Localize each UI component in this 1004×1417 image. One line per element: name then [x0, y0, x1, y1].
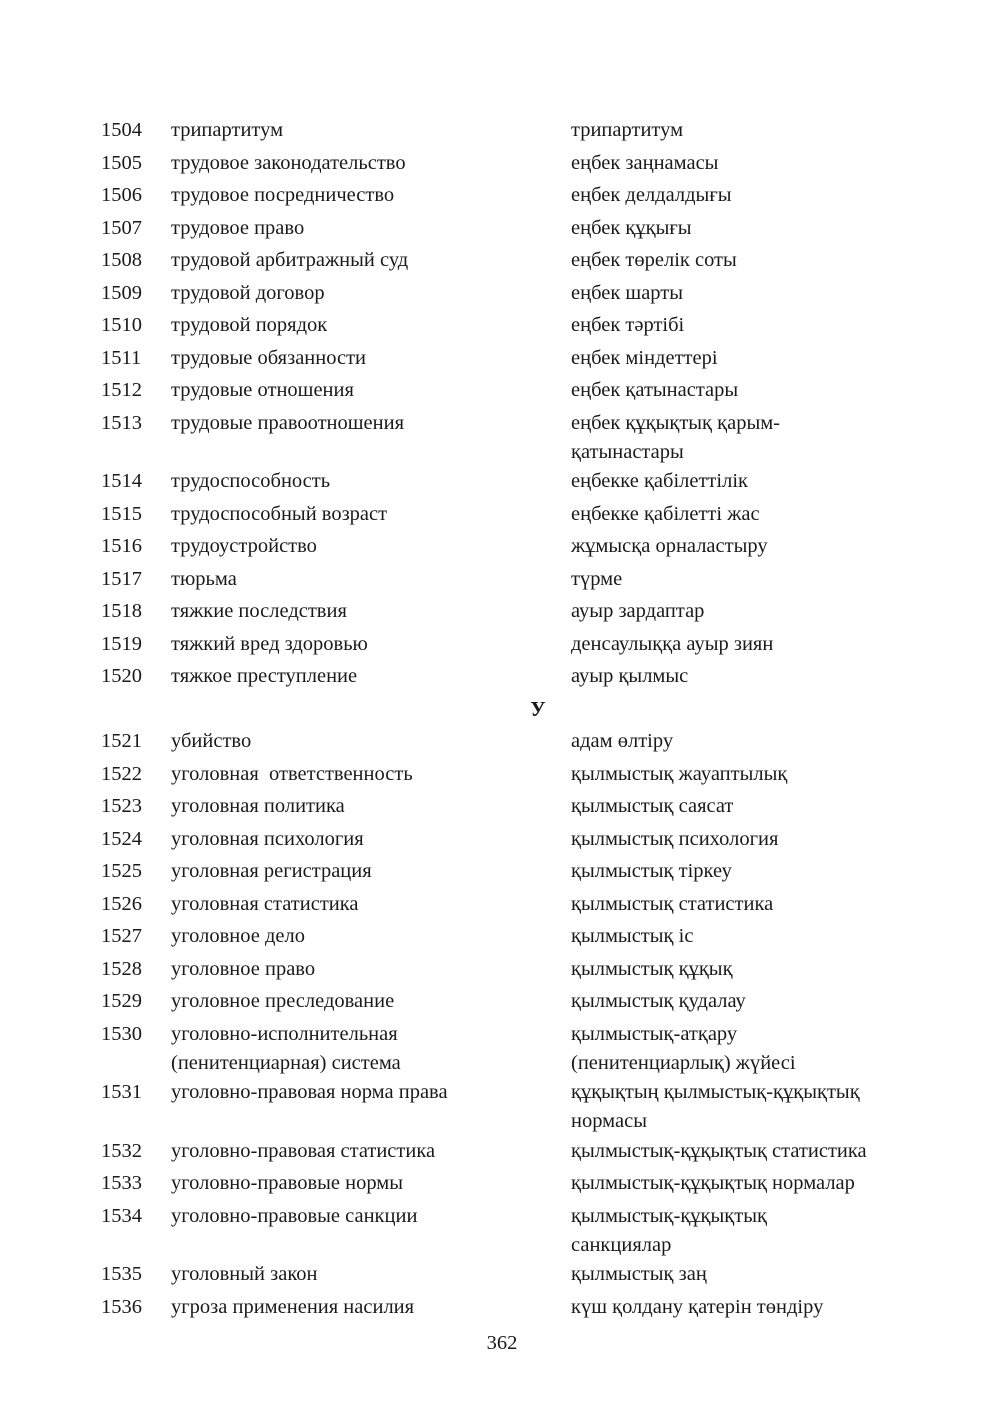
entry-number: 1533 [101, 1172, 142, 1194]
entry-kazakh-term: еңбек қатынастары [571, 379, 739, 401]
glossary-row [0, 955, 1004, 988]
entry-kazakh-term: адам өлтіру [571, 730, 674, 752]
glossary-row [0, 760, 1004, 793]
entry-russian-term: тяжкий вред здоровью [171, 632, 368, 655]
glossary-row [0, 792, 1004, 825]
entry-russian-term: трудовое посредничество [171, 184, 395, 206]
entry-number: 1516 [101, 535, 142, 557]
entry-russian-term: уголовная политика [171, 795, 345, 817]
entry-russian-term: уголовное право [171, 957, 316, 980]
entry-kazakh-term: жұмысқа орналастыру [571, 535, 768, 557]
glossary-row [0, 1078, 1004, 1137]
glossary-row [0, 1293, 1004, 1326]
glossary-row [0, 344, 1004, 377]
entry-russian-term: тяжкое преступление [171, 665, 358, 687]
entry-number: 1514 [101, 470, 142, 492]
entry-number: 1521 [101, 730, 142, 752]
entry-kazakh-term: еңбек тәртібі [571, 314, 685, 336]
entry-russian-term: трудоустройство [171, 535, 317, 557]
entry-russian-term: уголовное преследование [171, 990, 395, 1012]
entry-kazakh-term: еңбек делдалдығы [571, 184, 732, 206]
entry-number: 1515 [101, 502, 142, 525]
entry-russian-term: уголовно-исполнительная (пенитенциарная) система [171, 1022, 401, 1074]
entry-kazakh-term: ауыр қылмыс [571, 665, 689, 687]
entry-number: 1526 [101, 892, 142, 915]
entry-russian-term: трудовые отношения [171, 379, 354, 401]
entry-russian-term: уголовная психология [171, 827, 364, 850]
entry-number: 1530 [101, 1022, 142, 1045]
entry-russian-term: трудовые обязанности [171, 346, 367, 369]
entry-kazakh-term: еңбек міндеттері [571, 346, 718, 369]
entry-number: 1512 [101, 379, 142, 401]
glossary-row [0, 467, 1004, 500]
entry-russian-term: тяжкие последствия [171, 600, 347, 622]
glossary-row [0, 149, 1004, 182]
entry-number: 1506 [101, 184, 142, 206]
entry-russian-term: уголовная статистика [171, 892, 359, 915]
entry-number: 1517 [101, 567, 142, 590]
entry-kazakh-term: қылмыстық-құқықтық нормалар [571, 1172, 855, 1194]
glossary-row [0, 987, 1004, 1020]
entry-number: 1508 [101, 249, 142, 271]
entry-number: 1522 [101, 762, 142, 785]
glossary-row [0, 500, 1004, 533]
entry-russian-term: уголовно-правовые нормы [171, 1172, 404, 1194]
glossary-row [0, 1137, 1004, 1170]
entry-number: 1527 [101, 925, 142, 947]
glossary-row [0, 662, 1004, 695]
entry-russian-term: трипартитум [171, 119, 284, 141]
entry-number: 1513 [101, 411, 142, 434]
glossary-row [0, 1169, 1004, 1202]
glossary-row [0, 532, 1004, 565]
glossary-row [0, 246, 1004, 279]
entry-number: 1536 [101, 1295, 142, 1318]
entry-kazakh-term: қылмыстық саясат [571, 795, 734, 817]
entry-russian-term: трудовой порядок [171, 314, 328, 336]
entry-kazakh-term: қылмыстық қудалау [571, 990, 746, 1012]
entry-number: 1523 [101, 795, 142, 817]
entry-number: 1505 [101, 151, 142, 174]
entry-kazakh-term: еңбек заңнамасы [571, 151, 719, 174]
entry-russian-term: уголовный закон [171, 1263, 318, 1285]
entry-russian-term: угроза применения насилия [171, 1295, 415, 1318]
glossary-row [0, 857, 1004, 890]
glossary-row [0, 1260, 1004, 1293]
glossary-row [0, 409, 1004, 468]
entry-kazakh-term: еңбек құқығы [571, 216, 692, 239]
entry-kazakh-term: түрме [571, 567, 623, 590]
entry-number: 1528 [101, 957, 142, 980]
entry-russian-term: уголовная ответственность [171, 762, 413, 785]
entry-kazakh-term: еңбекке қабілеттілік [571, 470, 748, 492]
glossary-entries [0, 116, 1004, 1325]
entry-number: 1535 [101, 1263, 142, 1285]
entry-russian-term: трудовые правоотношения [171, 411, 405, 434]
entry-russian-term: трудовое законодательство [171, 151, 406, 174]
entry-kazakh-term: қылмыстық жауаптылық [571, 762, 788, 785]
entry-number: 1518 [101, 600, 142, 622]
glossary-row [0, 727, 1004, 760]
glossary-row [0, 311, 1004, 344]
entry-kazakh-term: еңбек шарты [571, 281, 684, 304]
entry-number: 1504 [101, 119, 142, 141]
entry-kazakh-term: қылмыстық тіркеу [571, 860, 732, 882]
entry-kazakh-term: еңбек құқықтық қарым-қатынастары [571, 411, 781, 463]
entry-russian-term: трудоспособный возраст [171, 502, 388, 525]
section-letter-heading: У [530, 696, 546, 721]
glossary-row [0, 890, 1004, 923]
glossary-row [0, 376, 1004, 409]
entry-number: 1525 [101, 860, 142, 882]
entry-number: 1529 [101, 990, 142, 1012]
entry-kazakh-term: қылмыстық іс [571, 925, 694, 947]
glossary-row [0, 825, 1004, 858]
entry-russian-term: трудовой арбитражный суд [171, 249, 409, 271]
entry-number: 1534 [101, 1204, 142, 1227]
glossary-row [0, 116, 1004, 149]
entry-number: 1531 [101, 1081, 142, 1103]
entry-kazakh-term: қылмыстық заң [571, 1263, 707, 1285]
entry-russian-term: уголовно-правовая статистика [171, 1139, 436, 1162]
entry-kazakh-term: қылмыстық статистика [571, 892, 774, 915]
entry-kazakh-term: қылмыстық құқық [571, 957, 733, 980]
entry-kazakh-term: еңбек төрелік соты [571, 249, 737, 271]
entry-kazakh-term: ауыр зардаптар [571, 600, 705, 622]
glossary-row [0, 630, 1004, 663]
entry-kazakh-term: қылмыстық-құқықтық санкциялар [571, 1204, 767, 1256]
entry-number: 1507 [101, 216, 142, 239]
page-number: 362 [486, 1332, 518, 1354]
glossary-row [0, 565, 1004, 598]
glossary-row [0, 279, 1004, 312]
glossary-row [0, 1202, 1004, 1261]
entry-kazakh-term: қылмыстық-құқықтық статистика [571, 1139, 867, 1162]
entry-number: 1509 [101, 281, 142, 304]
entry-russian-term: уголовно-правовые санкции [171, 1204, 418, 1227]
glossary-row [0, 597, 1004, 630]
glossary-row [0, 181, 1004, 214]
entry-kazakh-term: еңбекке қабілетті жас [571, 502, 760, 525]
entry-russian-term: уголовная регистрация [171, 860, 372, 882]
entry-russian-term: трудовой договор [171, 281, 325, 304]
entry-russian-term: тюрьма [171, 567, 237, 590]
entry-russian-term: трудоспособность [171, 470, 331, 492]
entry-russian-term: уголовное дело [171, 925, 305, 947]
entry-number: 1520 [101, 665, 142, 687]
entry-number: 1519 [101, 632, 142, 655]
entry-number: 1510 [101, 314, 142, 336]
entry-russian-term: убийство [171, 730, 252, 752]
entry-kazakh-term: трипартитум [571, 119, 684, 141]
entry-russian-term: трудовое право [171, 216, 305, 239]
entry-kazakh-term: қылмыстық-атқару (пенитенциарлық) жүйесі [571, 1022, 796, 1074]
entry-kazakh-term: құқықтың қылмыстық-құқықтық нормасы [571, 1081, 860, 1132]
entry-number: 1532 [101, 1139, 142, 1162]
glossary-row [0, 1020, 1004, 1079]
entry-kazakh-term: күш қолдану қатерін төндіру [571, 1295, 824, 1318]
glossary-row [0, 922, 1004, 955]
entry-number: 1524 [101, 827, 142, 850]
entry-kazakh-term: денсаулыққа ауыр зиян [571, 632, 774, 655]
glossary-row [0, 214, 1004, 247]
entry-number: 1511 [101, 346, 142, 369]
entry-russian-term: уголовно-правовая норма права [171, 1081, 448, 1103]
entry-kazakh-term: қылмыстық психология [571, 827, 779, 850]
